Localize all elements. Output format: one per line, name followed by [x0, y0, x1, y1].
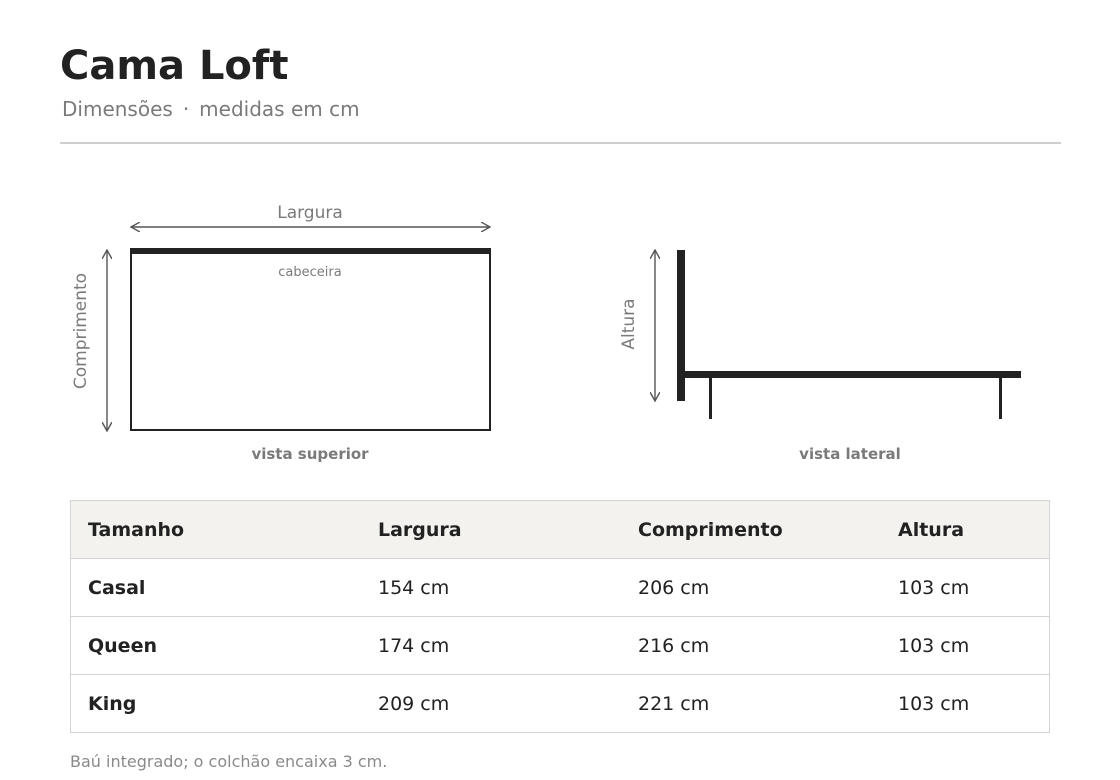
- size-name: King: [88, 692, 137, 715]
- rear-leg: [999, 378, 1002, 419]
- subtitle-text: Dimensões: [62, 97, 173, 121]
- header-size: Tamanho: [88, 518, 185, 541]
- height-label: Altura: [619, 298, 639, 350]
- width-value: 154 cm: [378, 576, 450, 599]
- header-height: Altura: [898, 518, 965, 541]
- top-view-caption: vista superior: [251, 445, 369, 463]
- height-value: 103 cm: [898, 692, 970, 715]
- length-value: 216 cm: [638, 634, 710, 657]
- page-title: Cama Loft: [60, 43, 289, 89]
- side-view: [619, 250, 1021, 463]
- headboard-side: [677, 250, 685, 401]
- length-value: 221 cm: [638, 692, 710, 715]
- height-value: 103 cm: [898, 634, 970, 657]
- header-width: Largura: [378, 518, 462, 541]
- table-row: [71, 674, 1049, 732]
- table-row: [71, 616, 1049, 674]
- footnote: Baú integrado; o colchão encaixa 3 cm.: [70, 752, 388, 771]
- width-value: 209 cm: [378, 692, 450, 715]
- top-view: [71, 203, 491, 463]
- size-name: Casal: [88, 576, 146, 599]
- headboard-bar: [130, 248, 491, 254]
- table-header-row: [71, 501, 1049, 558]
- subtitle-separator: ·: [182, 97, 190, 121]
- units-note: medidas em cm: [199, 97, 360, 121]
- table-row: [71, 558, 1049, 616]
- length-value: 206 cm: [638, 576, 710, 599]
- front-leg: [709, 378, 712, 419]
- height-value: 103 cm: [898, 576, 970, 599]
- size-name: Queen: [88, 634, 157, 657]
- headboard-label: cabeceira: [278, 265, 342, 280]
- side-view-caption: vista lateral: [799, 445, 901, 463]
- width-label: Largura: [277, 203, 343, 223]
- width-value: 174 cm: [378, 634, 450, 657]
- dimensions-table: [70, 500, 1050, 733]
- length-label: Comprimento: [71, 272, 91, 390]
- header-length: Comprimento: [638, 518, 783, 541]
- bed-frame-side: [685, 371, 1021, 378]
